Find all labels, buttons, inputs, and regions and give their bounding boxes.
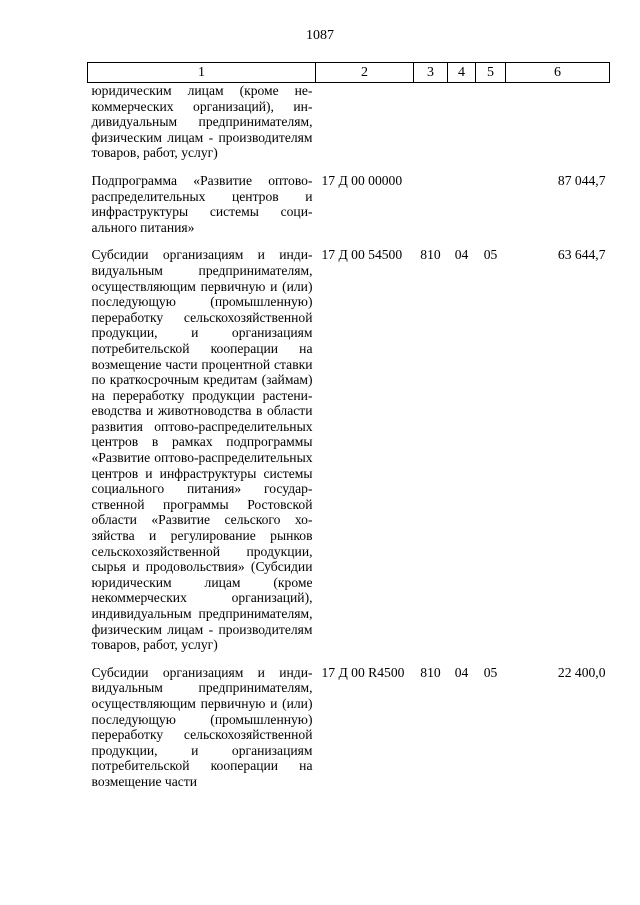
row-amount — [506, 83, 610, 161]
row-section-code: 810 — [420, 247, 441, 263]
column-header-2: 2 — [316, 63, 414, 83]
row-amount: 63 644,7 — [557, 247, 606, 263]
column-header-5: 5 — [476, 63, 506, 83]
row-amount: 22 400,0 — [557, 664, 606, 680]
page-number: 1087 — [306, 28, 334, 43]
table-row — [88, 173, 610, 235]
row-amount: 87 044,7 — [557, 172, 606, 188]
row-subsection-code — [448, 173, 476, 235]
row-description: Подпрограмма «Развитие оптово-распределительных центров и инфраструктуры системы социального питания» — [91, 172, 313, 235]
row-target-code: 17 Д 00 00000 — [321, 172, 403, 188]
table-row — [88, 247, 610, 652]
row-expense-type — [476, 83, 506, 161]
table-row — [88, 83, 610, 161]
table-header-row — [88, 63, 610, 83]
column-header-3: 3 — [414, 63, 448, 83]
row-subsection-code — [448, 83, 476, 161]
row-section-code: 810 — [420, 664, 441, 680]
row-description: Субсидии организациям и индивидуальным предпринимателям, осуществляющим первичную и (или) последующую (промышленную) переработку сельскохозяйственной продукции, и организациям потребительской кооперации на возмещение части процентной ставки по краткосрочным кредитам (займам) на переработку продукции растениеводства и животноводства в области развития оптово-распределительных центров в рамках подпрограммы «Развитие оптово-распределительных центров и инфраструктуры системы социального питания» государственной программы Ростовской области «Развитие сельского хозяйства и регулирование рынков сельскохозяйственной продукции, сырья и продовольствия» (Субсидии юридическим лицам (кроме некоммерческих организаций), индивидуальным предпринимателям, физическим лицам - производителям товаров, работ, услуг) — [91, 247, 313, 653]
row-expense-type: 05 — [483, 664, 498, 680]
row-description: юридическим лицам (кроме некоммерческих организаций), индивидуальным предпринимателям, физическим лицам - производителям товаров, работ, услуг) — [91, 83, 313, 161]
row-expense-type: 05 — [483, 247, 498, 263]
row-section-code — [414, 173, 448, 235]
row-section-code — [414, 83, 448, 161]
row-target-code: 17 Д 00 R4500 — [321, 664, 405, 680]
row-expense-type — [476, 173, 506, 235]
budget-table — [87, 62, 610, 790]
row-description: Субсидии организациям и индивидуальным предпринимателям, осуществляющим первичную и (или) последующую (промышленную) переработку сельскохозяйственной продукции, и организациям потребительской кооперации на возмещение части — [91, 664, 313, 789]
row-subsection-code: 04 — [454, 247, 469, 263]
row-target-code — [316, 83, 414, 161]
table-row — [88, 665, 610, 790]
row-subsection-code: 04 — [454, 664, 469, 680]
column-header-6: 6 — [506, 63, 610, 83]
column-header-1: 1 — [88, 63, 316, 83]
column-header-4: 4 — [448, 63, 476, 83]
row-target-code: 17 Д 00 54500 — [321, 247, 403, 263]
